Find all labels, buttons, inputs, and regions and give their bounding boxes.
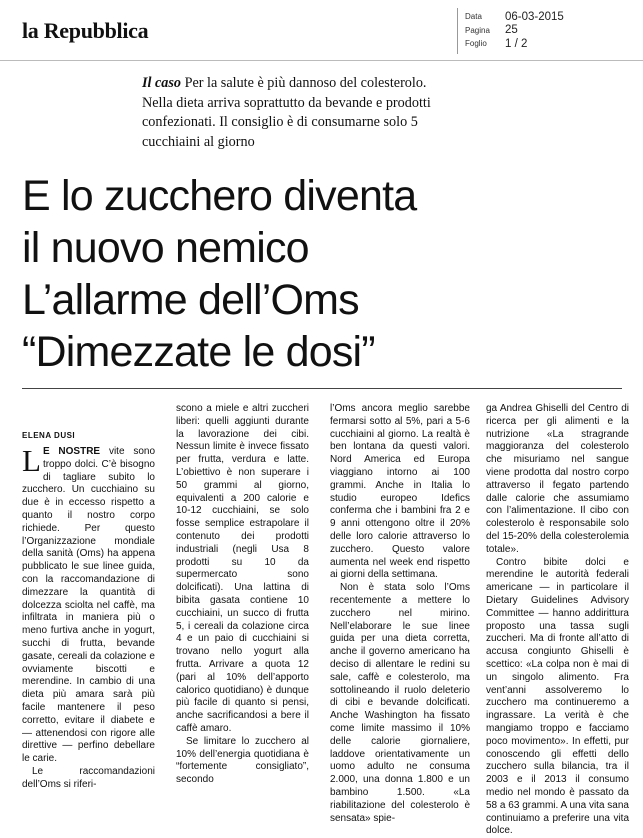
meta-sheet-value: 1 / 2 <box>505 37 528 50</box>
meta-row-sheet <box>465 37 630 51</box>
header-rule <box>0 60 643 61</box>
drop-cap: L <box>22 443 41 478</box>
header-divider <box>457 8 458 54</box>
article-column-3 <box>330 403 470 825</box>
byline: ELENA DUSI <box>22 431 76 440</box>
headline-line-2: il nuovo nemico <box>22 224 309 272</box>
headline-line-3: L’allarme dell’Oms <box>22 276 359 324</box>
meta-sheet-label: Foglio <box>465 39 487 49</box>
meta-date-label: Data <box>465 12 482 22</box>
col1-text-2: Le raccomandazioni dell’Oms si riferi- <box>22 765 155 790</box>
masthead-logo: la Repubblica <box>22 18 149 43</box>
meta-page-value: 25 <box>505 24 518 37</box>
col4-text-1: ga Andrea Ghiselli del Centro di ricerca per gli alimenti e la nutrizione «La stragrande maggioranza del colesterolo che misuriamo nel sangue viene prodotta dal nostro corpo attraverso il fegato partendo dalle calorie che assumiamo con l’alimentazione. Il cibo con colesterolo è responsabile solo del 15-20% della colesterolemia totale». <box>486 403 629 555</box>
col2-text-2: Se limitare lo zucchero al 10% dell’energia quotidiana è “fortemente consigliato”, secondo <box>176 735 309 786</box>
meta-row-page <box>465 24 630 38</box>
paragraph <box>22 443 156 766</box>
kicker <box>142 74 442 152</box>
meta-page-label: Pagina <box>465 25 490 35</box>
article-column-1 <box>22 443 156 792</box>
headline <box>22 170 622 378</box>
col3-text-1: l’Oms ancora meglio sarebbe fermarsi sotto al 5%, pari a 5-6 cucchiaini al giorno. La realtà è ben lontana da questi valori. Nord America ed Europa viaggiano intorno ai 100 grammi. Anche in Italia lo studio europeo Idefics conferma che i bambini fra 2 e 9 anni ottengono oltre il 20% delle loro calorie attraverso lo zucchero. Questo valore aumenta nel week end rispetto ai giorni della settimana. <box>330 403 470 581</box>
article-column-2 <box>176 403 309 787</box>
clipping-meta <box>465 10 630 51</box>
headline-line-4: “Dimezzate le dosi” <box>22 328 375 376</box>
headline-rule <box>22 388 622 389</box>
col4-text-2: Contro bibite dolci e merendine le autorità federali americane — in particolare il Dietary Guidelines Advisory Committee — hanno addirittura proposto una tassa sugli zuccheri. Ma di fronte all’atto di accusa congiunto Ghiselli è scettico: «La colpa non è mai di un singolo alimento. Fra vent’anni assolveremo lo zucchero ma continueremo a ingrassare. La verità è che mangiamo troppo e facciamo poco movimento». In effetti, pur conoscendo gli effetti dello zucchero sulla bilancia, tra il 2003 e il 2013 il consumo medio nel mondo è passato da 58 a 63 grammi. A una vita sana continuiamo a preferire una vita dolce. <box>486 556 629 837</box>
lead-smallcaps: E NOSTRE <box>42 446 101 457</box>
headline-line-1: E lo zucchero diventa <box>22 172 417 220</box>
article-column-4 <box>486 403 629 838</box>
meta-row-date <box>465 10 630 24</box>
col1-text-1: vite sono troppo dolci. C’è bisogno di tagliare subito lo zucchero. Un cucchiaino su due è in eccesso rispetto a quanto il nostro corpo richiede. Per questo l’Organizzazione mondiale della sanità (Oms) ha appena pubblicato le sue linee guida, con la raccomandazione di dimezzare la quantità di dolcezza sciolta nel caffè, ma infiltrata in maniera più o meno furtiva anche in yogurt, succhi di frutta, bevande gasate, cereali da colazione e ovviamente biscotti e merendine. In cambio di una dieta più amara sarà più facile mantenere il peso corretto, evitare il diabete e — attenendosi con rigore alle direttive — perfino debellare le carie. <box>22 446 156 765</box>
col2-text-1: scono a miele e altri zuccheri liberi: quelli aggiunti durante la lavorazione dei cibi. Nessun limite è invece fissato per frutta, verdura e latte. L’obiettivo è non superare i 50 grammi al giorno, equivalenti a 200 calorie e 10-12 cucchiaini, se solo fosse semplice estrapolare il contenuto dei prodotti industriali (negli Usa 8 prodotti su 10 da supermercato sono dolcificati). Una lattina di bibita gasata contiene 10 cucchiaini, un succo di frutta 5, i cereali da colazione circa 4 e un paio di cucchiaini si trovano nello yogurt alla frutta. Arrivare a quota 12 (pari al 10% dell’apporto calorico quotidiano) è dunque più facile di quanto si pensi, anche sacrificandosi a bere il caffè amaro. <box>176 403 309 734</box>
col3-text-2: Non è stata solo l’Oms recentemente a mettere lo zucchero nel mirino. Nell’elaborare le sue linee guida per una dieta corretta, anche il governo americano ha deciso di allentare le redini su sale, caffè e colesterolo, ma sottolineando il ruolo deleterio di cibi e bevande dolcificati. Anche Washington ha fissato come limite massimo il 10% delle calorie giornaliere, laddove orientativamente un uomo adulto ne consuma 2.000, una donna 1.800 e un bambino 1.500. «La riabilitazione del colesterolo è sensata» spie- <box>330 582 470 824</box>
meta-date-value: 06-03-2015 <box>505 10 564 23</box>
kicker-label: Il caso <box>142 75 182 91</box>
kicker-text: Per la salute è più dannoso del colesterolo. Nella dieta arriva soprattutto da bevande e prodotti confezionati. Il consiglio è di consumarne solo 5 cucchiaini al giorno <box>142 75 431 150</box>
